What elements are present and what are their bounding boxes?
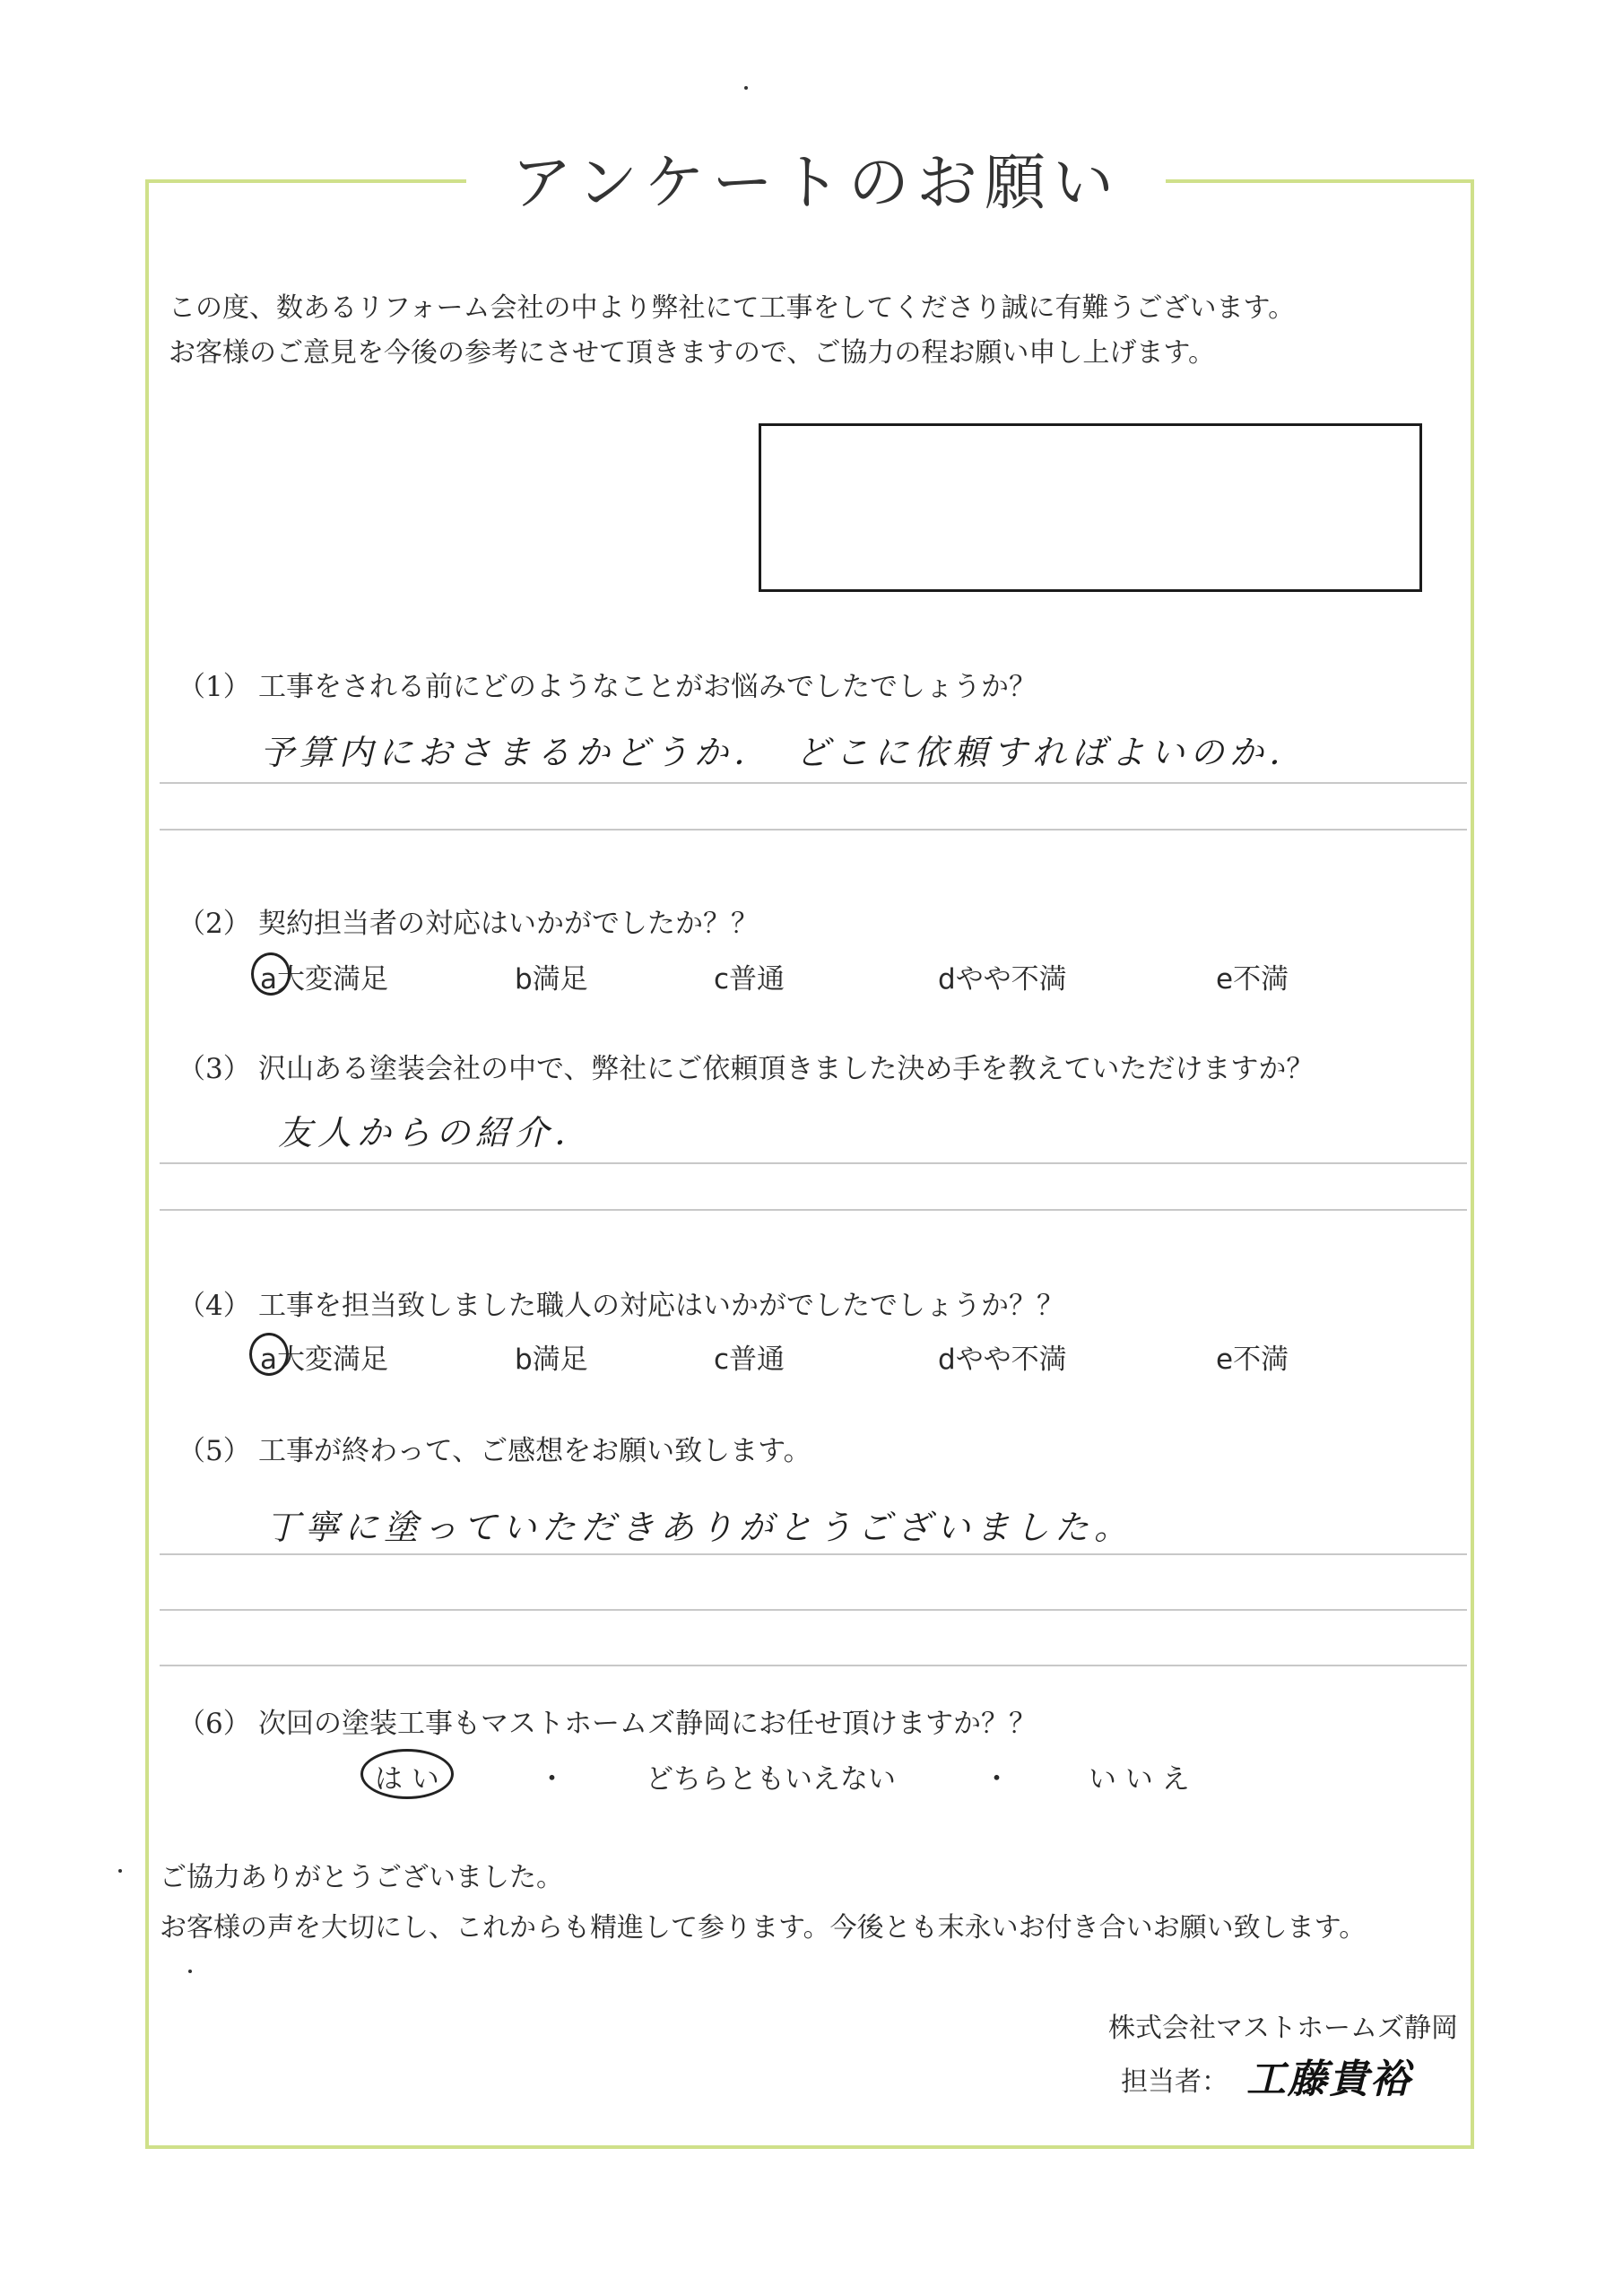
question-6-option-yes[interactable]: は い [375, 1763, 439, 1796]
question-2-option-a[interactable]: a大変満足 [260, 963, 388, 996]
answer-3-handwritten: 友人からの紹介． [278, 1113, 595, 1152]
answer-5-line-1 [160, 1553, 1467, 1555]
question-2-option-c[interactable]: c普通 [714, 963, 785, 996]
question-2 [178, 900, 759, 941]
scan-speck [744, 86, 748, 90]
question-2-text: 契約担当者の対応はいかがでしたか？？ [258, 908, 759, 940]
question-3 [178, 1046, 1314, 1086]
handwritten-signature: 工藤貴裕 [1246, 2057, 1411, 2102]
question-5 [178, 1428, 812, 1468]
answer-5-handwritten: 丁寧に塗っていただきありがとうございました。 [265, 1508, 1134, 1547]
question-1 [178, 664, 1037, 704]
question-4 [178, 1283, 1064, 1323]
question-4-text: 工事を担当致しました職人の対応はいかがでしたでしょうか？？ [258, 1290, 1064, 1322]
question-3-number: （3） [178, 1053, 251, 1085]
question-4-option-e[interactable]: e不満 [1216, 1344, 1289, 1376]
question-2-selection-circle [251, 952, 291, 996]
person-in-charge-label: 担当者： [1121, 2066, 1228, 2098]
answer-1-handwritten: 予算内におさまるかどうか． どこに依頼すればよいのか． [260, 733, 1309, 772]
intro-line-1: この度、数あるリフォーム会社の中より弊社にて工事をしてくださり誠に有難うございます。 [169, 292, 1296, 324]
question-2-option-e[interactable]: e不満 [1216, 963, 1289, 996]
customer-name-box [759, 423, 1422, 592]
answer-1-line-2 [160, 829, 1467, 831]
answer-5-line-2 [160, 1609, 1467, 1611]
answer-1-line-1 [160, 782, 1467, 784]
answer-5-line-3 [160, 1665, 1467, 1666]
question-4-option-a[interactable]: a大変満足 [260, 1344, 388, 1376]
scan-speck [118, 1869, 122, 1873]
question-6-number: （6） [178, 1708, 251, 1740]
question-5-number: （5） [178, 1435, 251, 1467]
answer-3-line-1 [160, 1162, 1467, 1164]
question-2-number: （2） [178, 908, 251, 940]
question-6-option-no[interactable]: い い え [1089, 1763, 1190, 1796]
question-1-number: （1） [178, 671, 251, 703]
question-2-option-b[interactable]: b満足 [515, 963, 588, 996]
question-4-option-d[interactable]: dやや不満 [938, 1344, 1067, 1376]
question-4-option-b[interactable]: b満足 [515, 1344, 588, 1376]
scan-speck [188, 1970, 192, 1973]
question-6-option-neither[interactable]: どちらともいえない [646, 1763, 896, 1796]
question-6-selection-circle [360, 1749, 454, 1799]
question-4-option-c[interactable]: c普通 [714, 1344, 785, 1376]
question-4-selection-circle [249, 1333, 289, 1376]
question-5-text: 工事が終わって、ご感想をお願い致します。 [258, 1435, 812, 1467]
company-name: 株式会社マストホームズ静岡 [1108, 2013, 1458, 2044]
closing-line-1: ご協力ありがとうございました。 [160, 1862, 563, 1893]
question-6-text: 次回の塗装工事もマストホームズ静岡にお任せ頂けますか？？ [258, 1708, 1037, 1740]
intro-line-2: お客様のご意見を今後の参考にさせて頂きますので、ご協力の程お願い申し上げます。 [169, 337, 1215, 369]
closing-line-2: お客様の声を大切にし、これからも精進して参ります。今後とも末永いお付き合いお願い致します。 [160, 1912, 1367, 1944]
page-title: アンケートのお願い [466, 135, 1166, 233]
question-6-separator-1: ・ [538, 1763, 566, 1796]
question-1-text: 工事をされる前にどのようなことがお悩みでしたでしょうか？ [258, 671, 1037, 703]
answer-3-line-2 [160, 1209, 1467, 1211]
question-6 [178, 1700, 1037, 1741]
question-6-separator-2: ・ [983, 1763, 1011, 1796]
question-3-text: 沢山ある塗装会社の中で、弊社にご依頼頂きました決め手を教えていただけますか？ [258, 1053, 1315, 1085]
question-4-number: （4） [178, 1290, 251, 1322]
question-2-option-d[interactable]: dやや不満 [938, 963, 1067, 996]
